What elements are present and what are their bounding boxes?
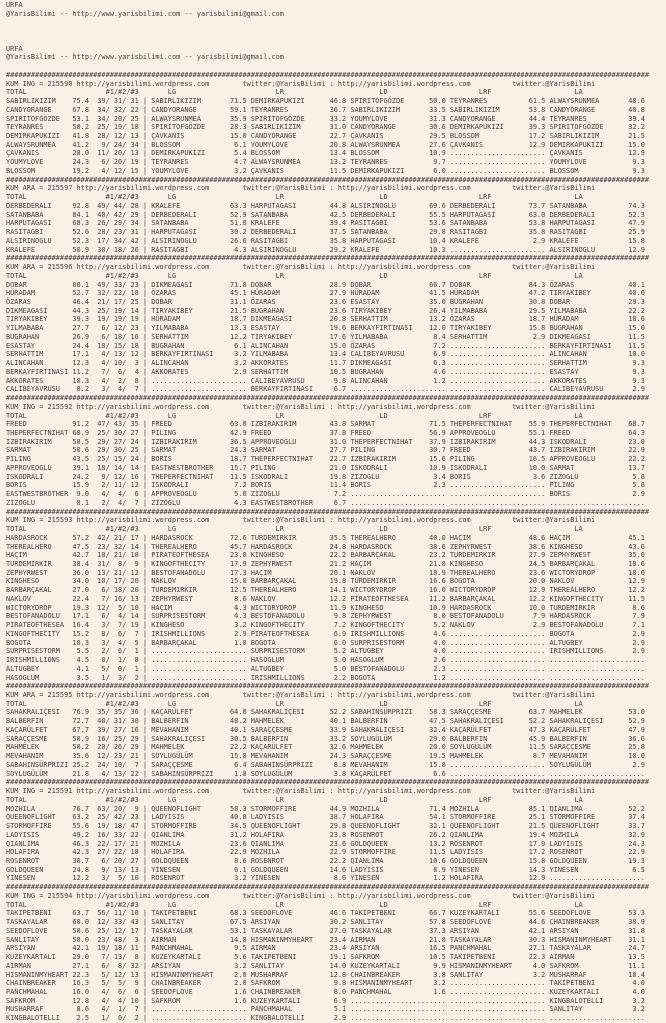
table-row: QUEENOFLIGHT 63.2 25/ 42/ 23 | LADYISIS 40.8 LADYISIS 38.7 HOLAFIRA 54.1 STORMOFFIRE 25.1 STORMOFFIRE 37.4 [6,813,645,822]
table-row: ISKODRALI 24.2 9/ 12/ 16 | THEPERFECTNIHAT 11.5 ISKODRALI 19.8 ZIZOGLU 3.4 BORIS 3.6 ZIZOGLU 5.8 [6,472,645,481]
report-block [6,883,666,1023]
table-row: BARBARÇAKAL 27.0 6/ 18/ 20 | TURDEMIRKIR 12.5 THEREALHERO 14.1 WICTORYDROP 16.0 WICTORYDROP 12.9 THEREALHERO 12.2 [6,586,645,595]
table-row: ARSIYAN 42.1 19/ 18/ 11 | PANCHMAHAL 9.5 AIRMAN 23.4 ARSIYAN 16.5 PANCHMAHAL 27.1 TASKAYALAR 24.7 [6,944,645,953]
table-row: HASOGLUM 3.5 1/ 3/ 2 | ....................... IRISHMILLIONS 2.2 BOGOTA 1.2 ....................... ....................... [6,673,645,682]
table-row: DERBEDERALI 92.8 49/ 44/ 28 | KRALEFE 63.3 HARPUTAGASI 44.8 ALSIRINOGLU 69.6 DERBEDERALI 73.7 SATANBABA 74.3 [6,201,645,210]
block-separator: ########################################################################################################################################################### [6,70,650,79]
table-row: PILING 43.5 25/ 15/ 24 | BORIS 18.7 THEPERFECTNIHAT 22.7 IZBIRAKIRIM 15.6 PILING 16.5 APPROVEOGLU 22.2 [6,455,645,464]
column-header: TOTAL #1/#2/#3 LG LR LD LRF LA [6,795,583,804]
table-row: HOLAFIRA 42.3 27/ 22/ 18 | HOLAFIRA 22.9 MOZHILA 22.9 STORMOFFIRE 11.5 LADYISIS 17.2 ROSENROT 22.9 [6,848,645,857]
table-row: SOYLUGÜLÜM 21.8 4/ 13/ 22 | SABAHINSÜRPRIZI 1.8 SOYLUGÜLÜM 3.8 KAÇARÜLFET 6.6 ....................... ....................... [6,769,645,778]
table-row: ALINCAHAN 12.3 4/ 10/ 3 | ALINCAHAN 3.2 AKKORATES 11.7 DIKMEAGASI 6.3 ....................... SERHATTIM 9.3 [6,359,645,368]
block-separator: ########################################################################################################################################################### [6,254,650,263]
table-row: AKKORATES 10.3 4/ 2/ 8 | ....................... CALIBEYAVRUSU 9.8 ALINCAHAN 1.2 ....................... AKKORATES 9.3 [6,376,645,385]
table-row: IRISHMILLIONS 4.5 0/ 1/ 8 | ....................... HASOGLUM 5.0 HASOGLUM 2.6 ....................... ....................... [6,656,645,665]
block-title: KUM ING = 215593 http://yarisbilimi.wordpress.com twitter:@YarisBilimi : http://yarisbilimi.wordpress.com twitter:@YarisBilimi [6,516,596,525]
table-row: TURDEMIRKIR 38.4 31/ 8/ 9 | KINGOFTHECITY 17.9 ZEPHYRWEST 21.2 HAÇIM 21.8 KINGHESO 24.5 BARBARÇAKAL 18.6 [6,560,645,568]
contact-line: @YarisBilimi -- http://www.yarisbilimi.com -- yarisbilimi@gmail.com [6,9,284,18]
table-row: ÖZARAS 46.4 21/ 17/ 25 | DOBAR 31.1 ÖZARAS 23.6 ESASTAY 35.0 BUGRAHAN 30.8 DOBAR 29.3 [6,297,645,306]
table-row: KINGHESO 34.0 10/ 17/ 20 | NAKLOV 15.0 BARBARÇAKAL 19.8 TURDEMIRKIR 16.6 BOGOTA 20.0 NAKLOV 12.9 [6,577,645,586]
table-row: ALWAYSRUNMEA 41.2 9/ 24/ 34 | BLOSSOM 6.1 YOUMYLOVE 20.8 ALWAYSRUNMEA 27.6 ÇAVKANIS 12.9 DEMIRKAPUKIZI 15.0 [6,140,645,149]
block-title: KUM ARA = 215596 http://yarisbilimi.wordpress.com twitter:@YarisBilimi : http://yarisbilimi.wordpress.com twitter:@YarisBilimi [6,263,596,272]
table-row: TAKIPETBENI 63.7 56/ 11/ 10 | TAKIPETBENI 68.3 SEEDOFLOVE 46.6 TAKIPETBENI 66.7 KUZEYKARTALI 55.6 SEEDOFLOVE 53.3 [6,909,645,918]
table-row: AIRMAN 27.1 6/ 8/ 32 | ARSIYAN 3.2 SANLITAY 14.0 KUZEYKARTALI 9.9 HISMANINMYHEART 4.0 SAFKROM 11.1 [6,961,645,970]
table-row: SATANBABA 84.1 40/ 42/ 29 | DERBEDERALI 52.9 SATANBABA 42.5 DERBEDERALI 55.5 HARPUTAGASI 63.0 DERBEDERALI 52.3 [6,210,645,219]
block-separator: ########################################################################################################################################################### [6,394,650,403]
table-row: ALSIRINOGLU 52.3 17/ 34/ 42 | ALSIRINOGLU 26.6 RASITAGBI 35.8 HARPUTAGASI 10.4 KRALEFE 2.9 KRALEFE 15.8 [6,236,645,245]
table-row: RASITAGBI 52.6 28/ 23/ 31 | HARPUTAGASI 30.2 DERBEDERALI 37.5 SATANBABA 29.8 RASITAGBI 35.8 RASITAGBI 25.9 [6,228,645,237]
report-block [6,71,666,176]
table-row: THEPERFECTNIHAT 60.9 25/ 30/ 27 | PILING 42.9 FREED 37.8 FREED 56.9 APPROVEOGLU 55.1 FREED 64.3 [6,428,645,437]
table-row: HISMANINMYHEART 22.3 5/ 12/ 13 | HISMANINMYHEART 2.0 MUSHARRAF 12.8 CHAINBREAKER 3.8 SANLITAY 3.2 MUSHARRAF 10.4 [6,970,645,979]
table-row: APPROVEOGLU 39.1 18/ 14/ 14 | EASTWESTBROTHER 15.7 PILING 21.0 ISKODRALI 10.9 ISKODRALI 10.0 SARMAT 13.7 [6,463,645,472]
track-name: URFA [6,1,23,9]
table-row: MAHMELEK 50.2 20/ 26/ 29 | MAHMELEK 22.2 KAÇARÜLFET 32.6 MAHMELEK 20.0 SOYLUGÜLÜM 11.5 SARAÇÇESME 25.8 [6,743,645,752]
table-row: HÜRADAM 52.7 32/ 22/ 18 | ÖZARAS 45.1 HÜRADAM 27.9 HÜRADAM 41.5 HÜRADAM 47.2 TIRYAKIBEY 40.0 [6,289,645,298]
block-title: KUM ARA = 215597 http://yarisbilimi.wordpress.com twitter:@YarisBilimi : http://yarisbilimi.wordpress.com twitter:@YarisBilimi [6,184,596,193]
table-row: BLOSSOM 19.2 4/ 12/ 15 | YOUMYLOVE 3.2 ÇAVKANIS 11.5 DEMIRKAPUKIZI 6.0 ....................... BLOSSOM 9.3 [6,166,645,175]
table-row: DEMIRKAPUKIZI 41.8 28/ 12/ 13 | ÇAVKANIS 15.0 CANDYORANGE 22.7 ÇAVKANIS 29.5 BLOSSOM 17.2 SABIRLIKIZIM 21.5 [6,132,645,141]
column-header: TOTAL #1/#2/#3 LG LR LD LRF LA [6,271,583,280]
table-row: PANCHMAHAL 16.0 4/ 6/ 6 | SEEDOFLOVE 1.6 CHAINBREAKER 8.0 PANCHMAHAL 1.6 ....................... KUZEYKARTALI 4.0 [6,987,645,996]
table-row: DOBAR 80.1 49/ 33/ 23 | DIKMEAGASI 71.8 DOBAR 28.9 DOBAR 66.7 DOBAR 84.3 ÖZARAS 40.1 [6,280,645,289]
block-title: KUM ING = 215594 http://yarisbilimi.wordpress.com twitter:@YarisBilimi : http://yarisbilimi.wordpress.com twitter:@YarisBilimi [6,891,596,900]
table-row: MOZHILA 76.7 63/ 20/ 9 | QUEENOFLIGHT 58.3 STORMOFFIRE 44.9 MOZHILA 71.4 MOZHILA 85.1 QIANLIMA 52.2 [6,804,645,813]
table-row: SAFKROM 12.8 4/ 4/ 10 | SAFKROM 1.6 KUZEYKARTALI 6.9 ....................... ....................... KINGBALOTELLI 3.2 [6,996,645,1005]
table-row: YINESEN 12.2 3/ 5/ 10 | ROSENROT 3.2 YINESEN 8.6 YINESEN 1.2 HOLAFIRA 12.9 ....................... [6,874,645,883]
table-row: BERKAYFIRTINASI 11.2 7/ 6/ 4 | AKKORATES 2.9 SERHATTIM 10.5 BUGRAHAN 4.6 ....................... ESASTAY 9.3 [6,367,645,376]
blank-line [6,36,666,45]
table-row: ROSENROT 30.7 6/ 20/ 27 | GOLDQUEEN 8.6 ROSENROT 22.2 QIANLIMA 10.6 GOLDQUEEN 15.8 GOLDQUEEN 19.3 [6,856,645,865]
block-title: KUM ING = 215590 http://yarisbilimi.wordpress.com twitter:@YarisBilimi : http://yarisbilimi.wordpress.com twitter:@YarisBilimi [6,79,596,88]
report-block [6,176,666,255]
table-row: SARMAT 50.6 29/ 30/ 25 | SARMAT 24.3 SARMAT 27.7 PILING 30.7 FREED 43.7 IZBIRAKIRIM 22.9 [6,446,645,455]
column-header: TOTAL #1/#2/#3 LG LR LD LRF LA [6,193,583,202]
block-separator: ########################################################################################################################################################### [6,778,650,787]
blank-line [6,18,666,27]
table-row: SURPRISESTORM 5.5 2/ 6/ 1 | ....................... SURPRISESTORM 5.2 ALTUGBEY 4.0 ....................... IRISHMILLIONS 2.9 [6,647,645,656]
table-row: LADYISIS 49.2 16/ 33/ 22 | QIANLIMA 31.2 HOLAFIRA 23.8 ROSENROT 26.2 QIANLIMA 19.4 MOZHILA 32.9 [6,830,645,839]
table-row: SARAÇÇESME 50.9 16/ 25/ 29 | SAHAKRALIÇESI 30.5 BALBERFIN 33.2 SOYLUGÜLÜM 29.0 BALBERFIN 45.9 BALBERFIN 36.6 [6,734,645,743]
table-row: BESTOFANADOLU 17.1 6/ 4/ 14 | SURPRISESTORM 4.3 BESTOFANADOLU 9.8 ZEPHYRWEST 8.0 BESTOFANADOLU 7.9 HARDASROCK 7.9 [6,612,645,621]
table-row: GOLDQUEEN 24.8 9/ 13/ 13 | YINESEN 6.1 GOLDQUEEN 14.6 LADYISIS 8.9 YINESEN 14.3 YINESEN 6.5 [6,865,645,874]
table-row: HAÇIM 42.7 18/ 21/ 18 | PIRATEOFTHESEA 23.0 KINGHESO 22.2 BARBARÇAKAL 23.2 TURDEMIRKIR 27.9 ZEPHYRWEST 35.0 [6,551,645,560]
table-row: IZBIRAKIRIM 58.5 29/ 27/ 24 | IZBIRAKIRIM 36.5 APPROVEOGLU 31.0 THEPERFECTNIHAT 37.9 IZBIRAKIRIM 44.3 ISKODRALI 23.0 [6,437,645,446]
column-header: TOTAL #1/#2/#3 LG LR LD LRF LA [6,699,583,708]
table-row: ZIZOGLU 8.1 2/ 4/ 7 | ZIZOGLU 4.3 EASTWESTBROTHER 6.7 ....................... ....................... ....................... [6,498,645,507]
table-row: KAÇARÜLFET 67.7 39/ 27/ 16 | MEVAHANIM 40.1 SARAÇÇESME 33.9 SAHAKRALIÇESI 32.4 KAÇARÜLFET 47.3 KAÇARÜLFET 47.9 [6,725,645,734]
column-header: TOTAL #1/#2/#3 LG LR LD LRF LA [6,411,583,420]
table-row: YOUMYLOVE 24.3 6/ 20/ 19 | TEYRANRES 4.7 ALWAYSRUNMEA 13.2 TEYRANRES 9.7 ....................... YOUMYLOVE 9.3 [6,158,645,167]
table-row: KUZEYKARTALI 29.0 7/ 13/ 8 | KUZEYKARTALI 5.6 TAKIPETBENI 19.1 SAFKROM 10.5 TAKIPETBENI 22.3 AIRMAN 13.5 [6,953,645,962]
table-row: SABIRLIKIZIM 75.4 39/ 31/ 31 | SABIRLIKIZIM 71.5 DEMIRKAPUKIZI 46.8 SPIRITOFGÖZDE 50.0 TEYRANRES 61.5 ALWAYSRUNMEA 48.6 [6,97,645,106]
table-row: MEVAHANIM 35.6 12/ 23/ 21 | SOYLUGÜLÜM 15.8 MEVAHANIM 24.3 SARAÇÇESME 19.5 MAHMELEK 8.7 MEVAHANIM 10.0 [6,752,645,761]
block-separator: ########################################################################################################################################################### [6,175,650,184]
contact-line: @YarisBilimi -- http://www.yarisbilimi.com -- yarisbilimi@gmail.com [6,53,284,62]
table-row: THEREALHERO 47.5 23/ 32/ 14 | THEREALHERO 45.7 HARDASROCK 24.8 HARDASROCK 38.6 ZEPHYRWEST 38.6 KINGHESO 43.6 [6,542,645,551]
table-row: PIRATEOFTHESEA 16.4 3/ 7/ 19 | KINGHESO 3.2 KINGOFTHECITY 7.2 KINGOFTHECITY 5.2 NAKLOV 2.9 BESTOFANADOLU 7.1 [6,621,645,630]
table-row: SANLITAY 50.0 23/ 48/ 3 | AIRMAN 14.8 HISMANINMYHEART 23.4 AIRMAN 21.8 TASKAYALAR 30.3 HISMANINMYHEART 31.1 [6,935,645,944]
block-title: KUM ING = 215592 http://yarisbilimi.wordpress.com twitter:@YarisBilimi : http://yarisbilimi.wordpress.com twitter:@YarisBilimi [6,402,596,411]
report-block [6,508,666,683]
report-block [6,394,666,508]
table-row: TIRYAKIBEY 39.3 19/ 19/ 19 | HÜRADAM 18.7 DIKMEAGASI 20.8 SERHATTIM 13.2 ÖZARAS 18.7 HÜRADAM 18.6 [6,315,645,324]
table-row: KINGOFTHECITY 15.2 8/ 6/ 7 | IRISHMILLIONS 2.9 PIRATEOFTHESEA 6.9 IRISHMILLIONS 4.6 ....................... BOGOTA 2.9 [6,629,645,638]
table-row: EASTWESTBROTHER 9.0 4/ 4/ 6 | APPROVEOGLU 5.0 ZIZOGLU 7.2 ....................... ....................... BORIS 2.9 [6,490,645,499]
blank-line [6,27,666,36]
column-header: TOTAL #1/#2/#3 LG LR LD LRF LA [6,525,583,534]
table-row: BORIS 15.9 2/ 11/ 12 | ISKODRALI 7.2 BORIS 11.4 BORIS 2.3 ....................... PILING 5.8 [6,481,645,490]
table-row: MUSHARRAF 8.6 4/ 1/ 7 | ....................... PANCHMAHAL 5.1 ....................... ....................... SANLITAY 3.2 [6,1005,645,1014]
block-separator: ########################################################################################################################################################### [6,682,650,691]
table-row: CANDYORANGE 67.8 34/ 32/ 22 | CANDYORANGE 59.1 TEYRANRES 36.7 SABIRLIKIZIM 33.5 SABIRLIKIZIM 53.8 CANDYORANGE 40.8 [6,105,645,114]
table-row: KINGBALOTELLI 2.5 1/ 0/ 2 | ....................... KINGBALOTELLI 2.9 ....................... ....................... ....................... [6,1014,645,1023]
report-block [6,682,666,778]
column-header: TOTAL #1/#2/#3 LG LR LD LRF LA [6,900,583,909]
column-header: TOTAL #1/#2/#3 LG LR LD LRF LA [6,88,583,97]
table-row: ÇAVKANIS 28.0 11/ 20/ 13 | DEMIRKAPUKIZI 5.4 BLOSSOM 13.4 BLOSSOM 10.9 ....................... ÇAVKANIS 12.9 [6,149,645,158]
table-row: BOGOTA 10.3 3/ 4/ 5 | BARBARÇAKAL 1.8 BOGOTA 6.0 SURPRISESTORM 4.0 ....................... ALTUGBEY 2.9 [6,638,645,647]
page-header [6,1,666,71]
table-row: SAHAKRALIÇESI 76.9 35/ 35/ 36 | KAÇARÜLFET 64.0 SAHAKRALIÇESI 52.2 SABAHINSÜRPRIZI 58.3 SARAÇÇESME 63.7 MAHMELEK 53.0 [6,708,645,717]
block-title: KUM ARA = 215595 http://yarisbilimi.wordpress.com twitter:@YarisBilimi : http://yarisbilimi.wordpress.com twitter:@YarisBilimi [6,691,596,700]
table-row: SABAHINSÜRPRIZI 25.2 24/ 10/ 7 | SARAÇÇESME 6.4 SABAHINSÜRPRIZI 8.8 MEVAHANIM 15.8 ....................... SOYLUGÜLÜM 2.9 [6,760,645,769]
table-row: FREED 91.2 47/ 43/ 35 | FREED 63.0 IZBIRAKIRIM 43.8 SARMAT 71.5 THEPERFECTNIHAT 55.9 THEPERFECTNIHAT 68.7 [6,420,645,429]
table-row: ESASTAY 24.4 10/ 15/ 18 | BUGRAHAN 6.1 ALINCAHAN 15.0 ÖZARAS 7.2 ....................... BERKAYFIRTINASI 11.5 [6,341,645,350]
table-row: YILMABABA 27.7 6/ 12/ 23 | YILMABABA 13.3 ESASTAY 19.6 BERKAYFIRTINASI 12.0 TIRYAKIBEY 15.8 BUGRAHAN 15.0 [6,324,645,333]
table-row: TASKAYALAR 60.0 12/ 33/ 43 | SANLITAY 67.5 ARSIYAN 30.2 SANLITAY 57.8 SEEDOFLOVE 44.6 CHAINBREAKER 38.9 [6,918,645,927]
table-row: NAKLOV 22.4 7/ 16/ 13 | ZEPHYRWEST 8.6 NAKLOV 12.2 PIRATEOFTHESEA 11.2 BARBARÇAKAL 12.2 KINGOFTHECITY 11.5 [6,594,645,603]
report-block [6,778,666,883]
report-blocks [6,71,666,1023]
table-row: BALBERFIN 72.7 40/ 31/ 30 | BALBERFIN 48.2 MAHMELEK 40.1 BALBERFIN 47.5 SAHAKRALIÇESI 52.2 SAHAKRALIÇESI 52.9 [6,717,645,726]
table-row: HARPUTAGASI 68.3 26/ 29/ 34 | SATANBABA 51.8 KRALEFE 39.4 RASITAGBI 53.6 SATANBABA 53.8 HARPUTAGASI 47.9 [6,219,645,228]
table-row: QIANLIMA 46.3 22/ 17/ 21 | MOZHILA 23.6 QIANLIMA 23.6 GOLDQUEEN 13.2 ROSENROT 17.9 LADYISIS 24.3 [6,839,645,848]
blank-line [6,62,666,71]
table-row: KRALEFE 50.9 30/ 18/ 26 | RASITAGBI 4.3 ALSIRINOGLU 29.2 KRALEFE 10.3 ....................... ALSIRINOGLU 12.9 [6,245,645,254]
table-row: SERHATTIM 17.1 4/ 13/ 12 | BERKAYFIRTINASI 3.2 YILMABABA 13.4 CALIBEYAVRUSU 6.9 ....................... ALINCAHAN 10.0 [6,350,645,359]
table-row: SEEDOFLOVE 50.6 25/ 12/ 17 | TASKAYALAR 53.1 TASKAYALAR 27.0 TASKAYALAR 37.3 ARSIYAN 42.1 ARSIYAN 31.8 [6,926,645,935]
table-row: DIKMEAGASI 44.3 25/ 19/ 14 | TIRYAKIBEY 21.5 BUGRAHAN 23.6 TIRYAKIBEY 26.4 YILMABABA 29.5 YILMABABA 22.2 [6,306,645,315]
table-row: BUGRAHAN 26.9 6/ 18/ 16 | SERHATTIM 12.2 TIRYAKIBEY 17.6 YILMABABA 8.4 SERHATTIM 2.9 DIKMEAGASI 11.5 [6,332,645,341]
table-row: ZEPHYRWEST 36.0 13/ 21/ 12 | BESTOFANADOLU 17.3 HAÇIM 20.1 NAKLOV 18.9 THEREALHERO 23.6 WICTORYDROP 18.0 [6,568,645,577]
table-row: TEYRANRES 50.2 25/ 19/ 18 | SPIRITOFGÖZDE 28.3 SABIRLIKIZIM 31.0 CANDYORANGE 30.6 DEMIRKAPUKIZI 39.3 SPIRITOFGÖZDE 32.2 [6,123,645,132]
table-row: HARDASROCK 57.2 42/ 21/ 17 | HARDASROCK 72.6 TURDEMIRKIR 35.5 THEREALHERO 40.0 HAÇIM 48.6 HAÇIM 45.1 [6,533,645,542]
table-row: ALTUGBEY 4.1 5/ 0/ 1 | ....................... ALTUGBEY 5.0 BESTOFANADOLU 2.3 ....................... ....................... [6,664,645,673]
block-title: KUM ING = 215591 http://yarisbilimi.wordpress.com twitter:@YarisBilimi : http://yarisbilimi.wordpress.com twitter:@YarisBilimi [6,787,596,796]
table-row: CALIBEYAVRUSU 8.2 3/ 4/ 7 | ....................... BERKAYFIRTINASI 6.7 ....................... ....................... CALIBEYAVRUSU 2.9 [6,385,645,394]
track-name: URFA [6,44,23,53]
table-row: STORMOFFIRE 55.6 19/ 18/ 47 | STORMOFFIRE 34.5 QUEENOFLIGHT 29.8 QUEENOFLIGHT 32.1 QUEENOFLIGHT 21.5 QUEENOFLIGHT 33.7 [6,822,645,831]
table-row: CHAINBREAKER 16.3 5/ 5/ 9 | CHAINBREAKER 2.0 SAFKROM 9.8 HISMANINMYHEART 3.2 ....................... TAKIPETBENI 4.0 [6,979,645,988]
block-separator: ########################################################################################################################################################### [6,507,650,516]
table-row: WICTORYDROP 19.3 12/ 5/ 10 | HAÇIM 4.3 WICTORYDROP 11.9 KINGHESO 10.9 HARDASROCK 10.0 TURDEMIRKIR 8.6 [6,603,645,612]
report-block [6,254,666,394]
block-separator: ########################################################################################################################################################### [6,883,650,892]
table-row: SPIRITOFGÖZDE 53.1 34/ 20/ 25 | ALWAYSRUNMEA 35.9 SPIRITOFGÖZDE 33.2 YOUMYLOVE 31.3 CANDYORANGE 44.4 TEYRANRES 39.4 [6,114,645,123]
